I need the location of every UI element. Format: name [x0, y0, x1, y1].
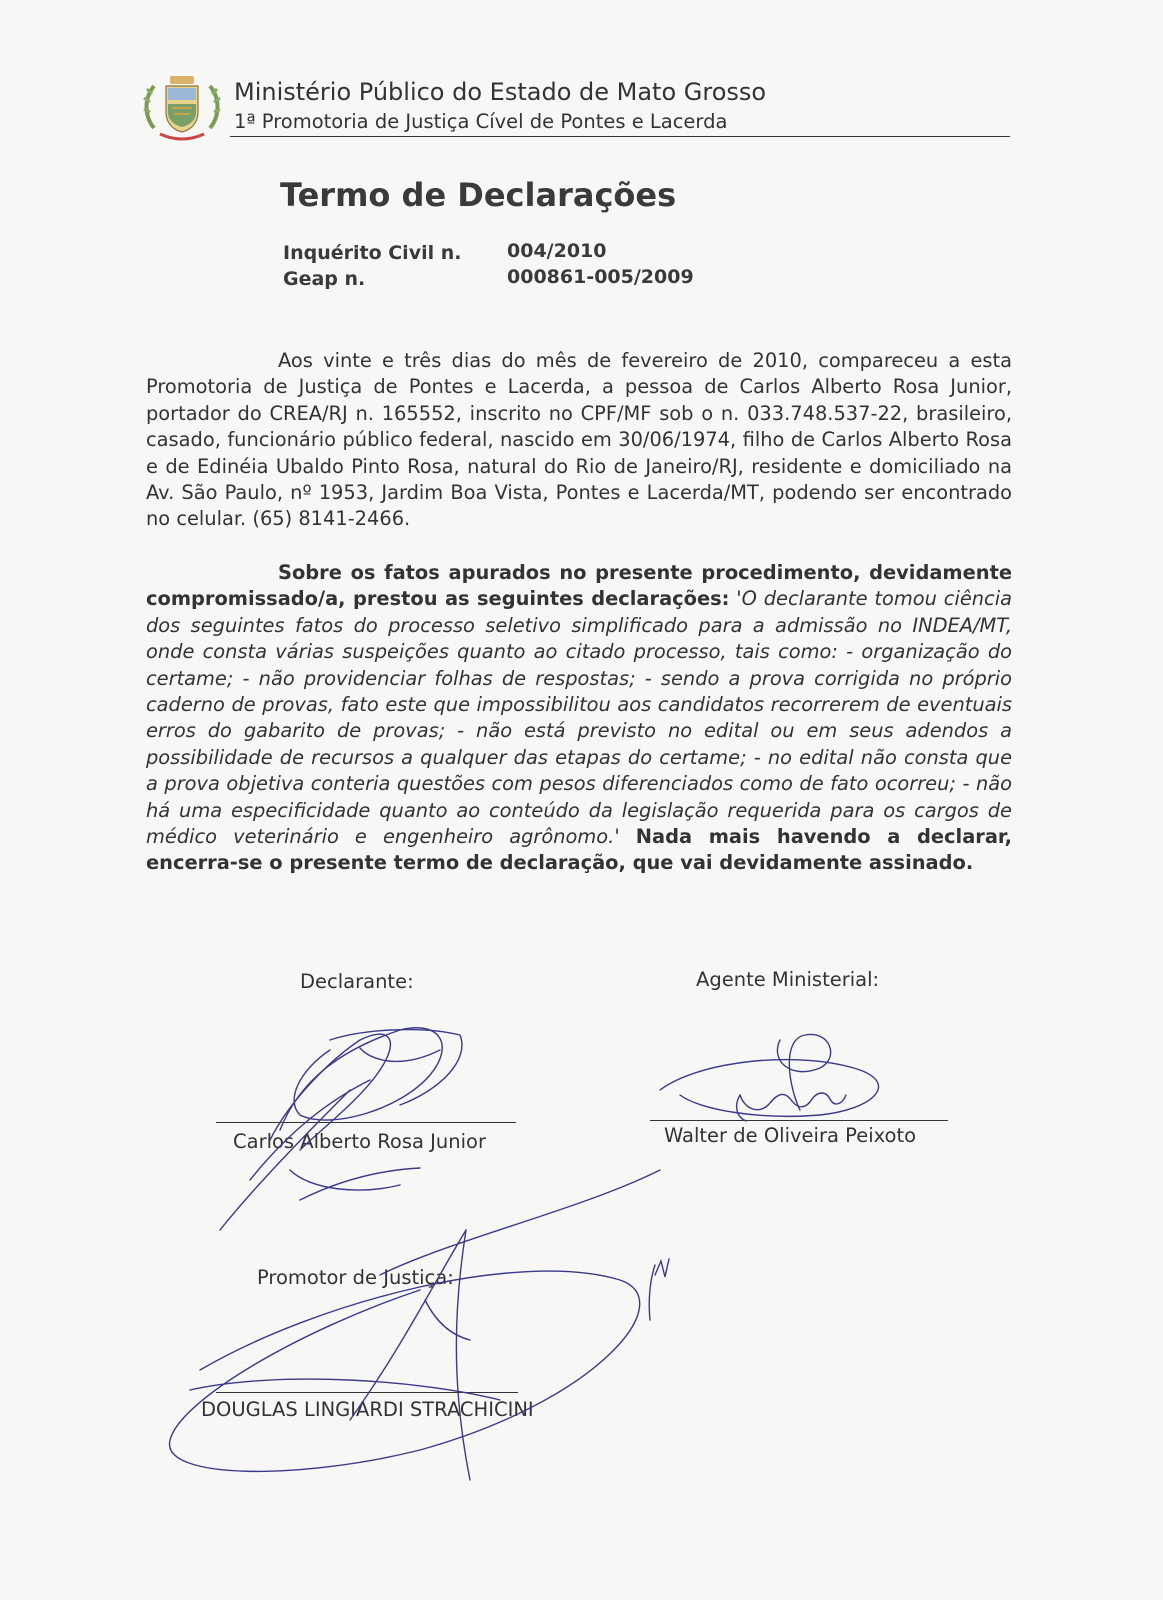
prosecutor-label: Promotor de Justiça: [257, 1266, 454, 1289]
statement-intro: Sobre os fatos apurados no presente procedimento, devidamente compromissado/a, prestou as seguintes declarações: [146, 561, 1012, 611]
declarant-label: Declarante: [300, 970, 414, 993]
identification-text: Aos vinte e três dias do mês de fevereiro de 2010, compareceu a esta Promotoria de Justiça de Pontes e Lacerda, a pessoa de Carlos Alberto Rosa Junior, portador do CREA/RJ n. 165552, inscrito no CPF/MF sob o n. 033.748.537-22, brasileiro, casado, funcionário público federal, nascido em 30/06/1974, filho de Carlos Alberto Rosa e de Edinéia Ubaldo Pinto Rosa, natural do Rio de Janeiro/RJ, residente e domiciliado na Av. São Paulo, nº 1953, Jardim Boa Vista, Pontes e Lacerda/MT, podendo ser encontrado no celular. (65) 8141-2466. [146, 349, 1012, 531]
agent-label: Agente Ministerial: [696, 968, 880, 991]
reference-value-inquerito: 004/2010 [507, 240, 607, 262]
prosecutor-signature-line [216, 1392, 518, 1393]
reference-label-geap: Geap n. [283, 268, 366, 290]
department-name: 1ª Promotoria de Justiça Cível de Pontes e Lacerda [234, 110, 728, 133]
document-title: Termo de Declarações [280, 176, 677, 214]
agent-signature [660, 1034, 879, 1121]
statement-quote: 'O declarante tomou ciência dos seguintes fatos do processo seletivo simplificado para a admissão no INDEA/MT, onde consta várias suspeições quanto ao citado processo, tais como: - organização do certame; - não providenciar folhas de respostas; - sendo a prova corrigida no próprio caderno de provas, fato este que impossibilitou aos candidatos recorrerem de eventuais erros do gabarito de provas; - não está previsto no edital ou em seus adendos a possibilidade de recursos a qualquer das etapas do certame; - no edital não consta que a prova objetiva conteria questões com pesos diferenciados como de fato ocorreu; - não há uma especificidade quanto ao conteúdo da legislação requerida para os cargos de médico veterinário e engenheiro agrônomo.' [146, 587, 1012, 849]
declarant-signature-line [216, 1122, 516, 1123]
statement-closing: Nada mais havendo a declarar, encerra-se o presente termo de declaração, que vai devidamente assinado. [146, 825, 1013, 875]
declarant-name: Carlos Alberto Rosa Junior [233, 1130, 486, 1153]
reference-label-inquerito: Inquérito Civil n. [283, 242, 462, 264]
prosecutor-name: DOUGLAS LINGIARDI STRACHICINI [201, 1398, 534, 1421]
declaration-paragraph-statement [146, 560, 1012, 877]
organization-name: Ministério Público do Estado de Mato Grosso [234, 78, 767, 106]
declaration-paragraph-identification [146, 348, 1012, 533]
header-divider [230, 136, 1010, 137]
declarant-signature [220, 1028, 462, 1230]
agent-signature-line [650, 1120, 948, 1121]
prosecutor-signature [169, 1170, 669, 1480]
agent-name: Walter de Oliveira Peixoto [664, 1124, 917, 1147]
coat-of-arms-seal [140, 72, 224, 144]
reference-value-geap: 000861-005/2009 [507, 266, 694, 288]
